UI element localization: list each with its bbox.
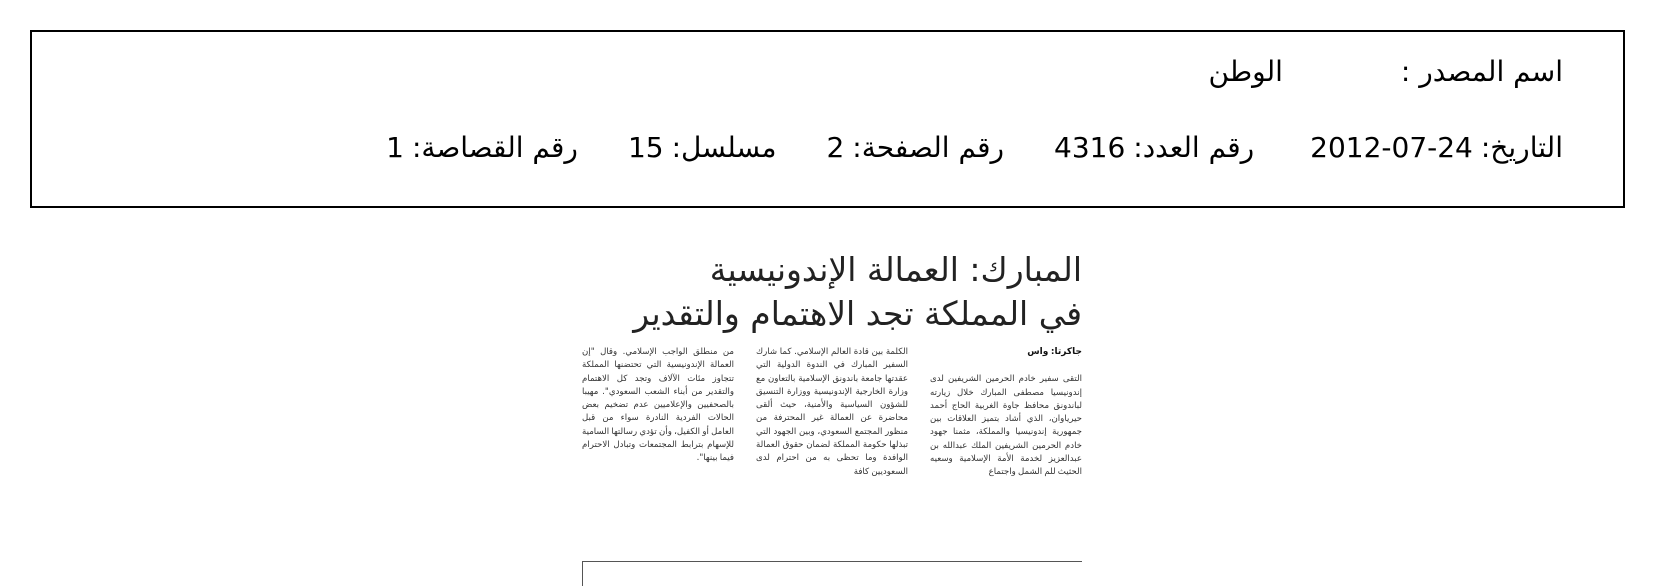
bottom-rule xyxy=(582,561,1082,562)
details-row xyxy=(386,130,1563,166)
page-label: رقم الصفحة: xyxy=(852,131,1005,164)
clip-label: رقم القصاصة: xyxy=(412,131,578,164)
page-value: 2 xyxy=(826,131,845,164)
headline-line-2: في المملكة تجد الاهتمام والتقدير xyxy=(633,294,1082,333)
article-headline xyxy=(582,248,1082,336)
source-label: اسم المصدر : xyxy=(1400,55,1563,88)
date-value: 2012-07-24 xyxy=(1310,131,1473,164)
article-column-3 xyxy=(582,346,734,480)
column-1-text: التقى سفير خادم الحرمين الشريفين لدى إندونيسيا مصطفى المبارك خلال زيارته لباندونق محافظ جاوة الغربية الحاج أحمد حيرياوان، الذي أشاد بتميز العلاقات بين جمهورية إندونيسيا والمملكة، مثمنا جهود خادم الحرمين الشريفين الملك عبدالله بن عبدالعزيز لخدمة الأمة الإسلامية وسعيه الحثيث للم الشمل واجتماع xyxy=(930,374,1082,478)
serial-label: مسلسل: xyxy=(671,131,777,164)
metadata-box xyxy=(30,30,1625,208)
column-3-text: من منطلق الواجب الإسلامي. وقال "إن العمالة الإندونيسية التي تحتضنها المملكة تتجاوز مئات الآلاف وتجد كل الاهتمام والتقدير من أبناء الشعب السعودي". مهيبا بالصحفيين والإعلاميين عدم تضخيم بعض الحالات الفردية النادرة سواء من قبل العامل أو الكفيل، وأن تؤدي رسالتها السامية للإسهام بترابط المجتمعات وتبادل الاحترام فيما بينها". xyxy=(582,347,734,464)
source-value: الوطن xyxy=(1208,55,1283,88)
bottom-rule-tick xyxy=(582,561,583,586)
newspaper-clipping xyxy=(582,248,1082,586)
article-column-2 xyxy=(756,346,908,480)
column-2-text: الكلمة بين قادة العالم الإسلامي. كما شارك السفير المبارك في الندوة الدولية التي عقدتها جامعة باندونق الإسلامية بالتعاون مع وزارة الخارجية الإندونيسية ووزارة التنسيق للشؤون السياسية والأمنية، حيث ألقى محاضرة عن العمالة غير المحترفة من منظور المجتمع السعودي، وبين الجهود التي تبذلها حكومة المملكة لضمان حقوق العمالة الوافدة وما تحظى به من احترام لدى السعوديين كافة xyxy=(756,347,908,477)
article-columns xyxy=(582,346,1082,480)
article-column-1 xyxy=(930,346,1082,480)
clip-value: 1 xyxy=(386,131,404,164)
article-dateline: جاكرتا: واس xyxy=(1027,347,1082,357)
issue-value: 4316 xyxy=(1054,131,1126,164)
issue-label: رقم العدد: xyxy=(1133,131,1255,164)
headline-line-1: المبارك: العمالة الإندونيسية xyxy=(709,250,1082,289)
date-label: التاريخ: xyxy=(1480,131,1563,164)
source-row xyxy=(1209,54,1563,90)
serial-value: 15 xyxy=(627,131,664,164)
